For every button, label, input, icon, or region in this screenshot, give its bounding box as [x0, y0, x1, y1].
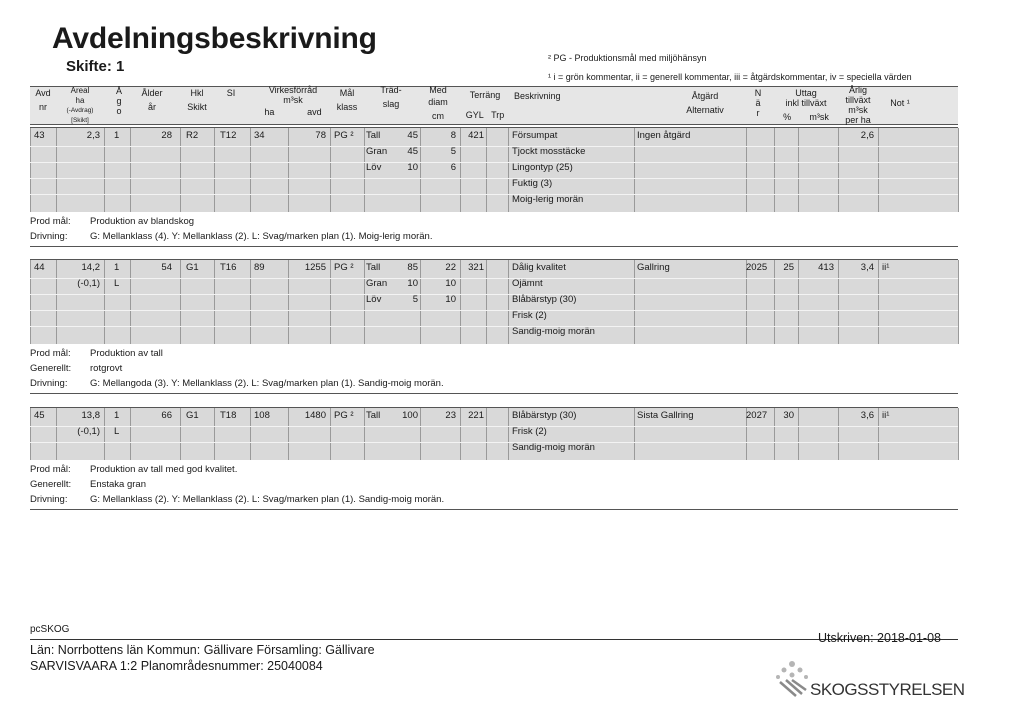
column-divider — [104, 408, 105, 460]
beskrivning-line: Sandig-moig morän — [512, 326, 595, 337]
medeldiameter: 5 — [450, 146, 456, 157]
atgard-value: Gallring — [637, 262, 670, 273]
tradslag-percent: 100 — [402, 410, 418, 421]
tradslag-percent: 10 — [407, 278, 418, 289]
column-divider — [104, 128, 105, 212]
info-value: G: Mellanklass (2). Y: Mellanklass (2). L: Svag/marken plan (1). Sandig-moig morän. — [90, 494, 445, 505]
beskrivning-line: Försumpat — [512, 130, 558, 141]
row-divider — [30, 178, 958, 179]
info-value: G: Mellangoda (3). Y: Mellanklass (2). L: Svag/marken plan (1). Sandig-moig morän. — [90, 378, 444, 389]
footer-location: Län: Norrbottens län Kommun: Gällivare Församling: Gällivare — [30, 643, 375, 657]
areal-value: 14,2 — [81, 262, 100, 273]
info-value: Produktion av tall med god kvalitet. — [90, 464, 238, 475]
beskrivning-line: Ojämnt — [512, 278, 543, 289]
gyl-value: 421 — [468, 130, 484, 141]
beskrivning-line: Frisk (2) — [512, 310, 547, 321]
page-title: Avdelningsbeskrivning — [52, 22, 377, 55]
beskrivning-line: Dålig kvalitet — [512, 262, 566, 273]
stand-top-divider — [30, 407, 958, 408]
medeldiameter: 22 — [445, 262, 456, 273]
gyl-value: 221 — [468, 410, 484, 421]
arlig-tillvaxt: 2,6 — [860, 130, 874, 141]
avd-number: 45 — [34, 410, 45, 421]
arlig-tillvaxt: 3,6 — [860, 410, 874, 421]
column-divider — [958, 128, 959, 212]
column-divider — [798, 408, 799, 460]
column-divider — [420, 128, 421, 212]
stand-block — [30, 408, 958, 510]
tradslag: Gran — [366, 278, 388, 289]
alder-value: 28 — [161, 130, 172, 141]
gyl-value: 321 — [468, 262, 484, 273]
column-divider — [486, 408, 487, 460]
info-value: G: Mellanklass (4). Y: Mellanklass (2). L: Svag/marken plan (1). Moig-lerig morän. — [90, 231, 433, 242]
row-divider — [30, 326, 958, 327]
header-areal: Areal ha (-Avdrag) [Skikt] — [66, 86, 94, 124]
column-divider — [214, 260, 215, 344]
row-divider — [30, 194, 958, 195]
beskrivning-line: Fuktig (3) — [512, 178, 553, 189]
beskrivning-line: Frisk (2) — [512, 426, 547, 437]
header-si: SI — [226, 88, 236, 98]
column-divider — [878, 128, 879, 212]
column-divider — [56, 408, 57, 460]
header-nar: N ä r — [754, 88, 762, 118]
header-avd: Avd nr — [35, 88, 51, 112]
column-divider — [798, 128, 799, 212]
vf-ha-value: 108 — [254, 410, 270, 421]
areal-deduction: (-0,1) — [77, 426, 100, 437]
si-value: T16 — [220, 262, 237, 273]
info-value: rotgrovt — [90, 363, 123, 374]
ago-sub: L — [114, 426, 120, 437]
ago-value: 1 — [114, 410, 120, 421]
column-divider — [364, 408, 365, 460]
tradslag-percent: 45 — [407, 146, 418, 157]
column-divider — [330, 128, 331, 212]
avd-number: 43 — [34, 130, 45, 141]
row-divider — [30, 162, 958, 163]
medeldiameter: 10 — [445, 278, 456, 289]
beskrivning-line: Lingontyp (25) — [512, 162, 573, 173]
stand-block — [30, 128, 958, 243]
column-divider — [104, 260, 105, 344]
column-divider — [130, 260, 131, 344]
malklass-value: PG ² — [334, 130, 354, 141]
tradslag: Tall — [366, 130, 381, 141]
tradslag-percent: 85 — [407, 262, 418, 273]
stand-top-divider — [30, 259, 958, 260]
column-divider — [56, 260, 57, 344]
medeldiameter: 8 — [450, 130, 456, 141]
header-not: Not ¹ — [890, 98, 910, 108]
tradslag: Löv — [366, 162, 382, 173]
info-value: Produktion av blandskog — [90, 216, 195, 227]
stand-bottom-divider — [30, 246, 958, 247]
row-divider — [30, 278, 958, 279]
header-hkl: Hkl Skikt — [187, 88, 207, 112]
uttag-percent: 25 — [783, 262, 794, 273]
column-divider — [420, 260, 421, 344]
tradslag-percent: 5 — [412, 294, 418, 305]
info-label: Drivning: — [30, 231, 68, 242]
tradslag: Löv — [366, 294, 382, 305]
header-arlig: Årlig tillväxt m³sk per ha — [845, 85, 871, 125]
column-divider — [364, 260, 365, 344]
si-value: T18 — [220, 410, 237, 421]
column-divider — [486, 128, 487, 212]
tradslag-percent: 45 — [407, 130, 418, 141]
tradslag: Tall — [366, 410, 381, 421]
column-divider — [958, 408, 959, 460]
areal-deduction: (-0,1) — [77, 278, 100, 289]
column-divider — [634, 260, 635, 344]
malklass-value: PG ² — [334, 410, 354, 421]
beskrivning-line: Moig-lerig morän — [512, 194, 584, 205]
header-alder: Ålder år — [141, 88, 163, 112]
column-divider — [774, 128, 775, 212]
info-label: Drivning: — [30, 378, 68, 389]
alder-value: 54 — [161, 262, 172, 273]
ago-sub: L — [114, 278, 120, 289]
row-divider — [30, 294, 958, 295]
atgard-value: Sista Gallring — [637, 410, 694, 421]
header-virkesforrad: Virkesförråd m³sk ha avd — [264, 85, 322, 117]
nar-value: 2027 — [746, 410, 768, 421]
column-divider — [330, 408, 331, 460]
avd-number: 44 — [34, 262, 45, 273]
column-divider — [180, 128, 181, 212]
tradslag: Tall — [366, 262, 381, 273]
column-divider — [330, 260, 331, 344]
column-divider — [30, 408, 31, 460]
column-divider — [30, 260, 31, 344]
header-med-diam: Med diam cm — [428, 85, 448, 121]
page-subtitle: Skifte: 1 — [66, 58, 125, 75]
note-pg: ² PG - Produktionsmål med miljöhänsyn — [548, 53, 707, 63]
info-value: Enstaka gran — [90, 479, 146, 490]
stand-block — [30, 260, 958, 395]
info-label: Prod mål: — [30, 348, 71, 359]
column-divider — [250, 260, 251, 344]
skogsstyrelsen-logo — [770, 652, 965, 707]
logo-mark-icon — [770, 658, 814, 702]
column-divider — [130, 408, 131, 460]
hkl-value: G1 — [186, 410, 199, 421]
hkl-value: R2 — [186, 130, 199, 141]
info-label: Generellt: — [30, 363, 72, 374]
vf-avd-value: 78 — [315, 130, 326, 141]
beskrivning-line: Blåbärstyp (30) — [512, 410, 577, 421]
row-divider — [30, 146, 958, 147]
info-label: Prod mål: — [30, 216, 71, 227]
header-ago: Å g o — [115, 86, 122, 116]
column-divider — [56, 128, 57, 212]
tradslag: Gran — [366, 146, 388, 157]
malklass-value: PG ² — [334, 262, 354, 273]
vf-avd-value: 1255 — [304, 262, 326, 273]
beskrivning-line: Blåbärstyp (30) — [512, 294, 577, 305]
column-divider — [130, 128, 131, 212]
column-divider — [878, 408, 879, 460]
not-value: ii¹ — [882, 410, 890, 421]
note-comments: ¹ i = grön kommentar, ii = generell kommentar, iii = åtgärdskommentar, iv = speciella värden — [548, 72, 912, 82]
column-divider — [486, 260, 487, 344]
header-uttag: Uttag inkl tillväxt % m³sk — [783, 88, 829, 122]
header-beskrivning: Beskrivning — [514, 91, 561, 101]
column-divider — [508, 408, 509, 460]
column-divider — [180, 260, 181, 344]
vf-ha-value: 89 — [254, 262, 265, 273]
medeldiameter: 23 — [445, 410, 456, 421]
header-terrang: Terräng GYL Trp — [465, 90, 505, 120]
header-atgard: Åtgärd Alternativ — [686, 91, 724, 115]
arlig-tillvaxt: 3,4 — [860, 262, 874, 273]
row-divider — [30, 426, 958, 427]
column-divider — [250, 128, 251, 212]
stand-bottom-divider — [30, 509, 958, 510]
info-label: Generellt: — [30, 479, 72, 490]
logo-text: SKOGSSTYRELSEN — [810, 680, 965, 699]
column-divider — [878, 260, 879, 344]
alder-value: 66 — [161, 410, 172, 421]
uttag-m3sk: 413 — [818, 262, 834, 273]
not-value: ii¹ — [882, 262, 890, 273]
table-header — [30, 82, 958, 128]
si-value: T12 — [220, 130, 237, 141]
stand-bottom-divider — [30, 393, 958, 394]
column-divider — [508, 260, 509, 344]
column-divider — [180, 408, 181, 460]
vf-ha-value: 34 — [254, 130, 265, 141]
header-mal: Mål klass — [336, 88, 358, 112]
info-label: Drivning: — [30, 494, 68, 505]
column-divider — [364, 128, 365, 212]
info-value: Produktion av tall — [90, 348, 163, 359]
column-divider — [30, 128, 31, 212]
beskrivning-line: Sandig-moig morän — [512, 442, 595, 453]
column-divider — [958, 260, 959, 344]
column-divider — [634, 408, 635, 460]
column-divider — [420, 408, 421, 460]
header-tradslag: Träd- slag — [380, 85, 402, 109]
atgard-value: Ingen åtgärd — [637, 130, 691, 141]
stand-top-divider — [30, 127, 958, 128]
footer-plan: SARVISVAARA 1:2 Planområdesnummer: 25040084 — [30, 659, 323, 673]
footer-utskriven: Utskriven: 2018-01-08 — [818, 631, 941, 645]
hkl-value: G1 — [186, 262, 199, 273]
column-divider — [250, 408, 251, 460]
row-divider — [30, 310, 958, 311]
tradslag-percent: 10 — [407, 162, 418, 173]
medeldiameter: 10 — [445, 294, 456, 305]
areal-value: 2,3 — [86, 130, 100, 141]
column-divider — [214, 128, 215, 212]
beskrivning-line: Tjockt mosstäcke — [512, 146, 586, 157]
areal-value: 13,8 — [81, 410, 100, 421]
footer-software: pcSKOG — [30, 624, 70, 635]
column-divider — [634, 128, 635, 212]
column-divider — [508, 128, 509, 212]
ago-value: 1 — [114, 130, 120, 141]
medeldiameter: 6 — [450, 162, 456, 173]
info-label: Prod mål: — [30, 464, 71, 475]
nar-value: 2025 — [746, 262, 768, 273]
column-divider — [746, 128, 747, 212]
uttag-percent: 30 — [783, 410, 794, 421]
column-divider — [214, 408, 215, 460]
vf-avd-value: 1480 — [304, 410, 326, 421]
ago-value: 1 — [114, 262, 120, 273]
row-divider — [30, 442, 958, 443]
